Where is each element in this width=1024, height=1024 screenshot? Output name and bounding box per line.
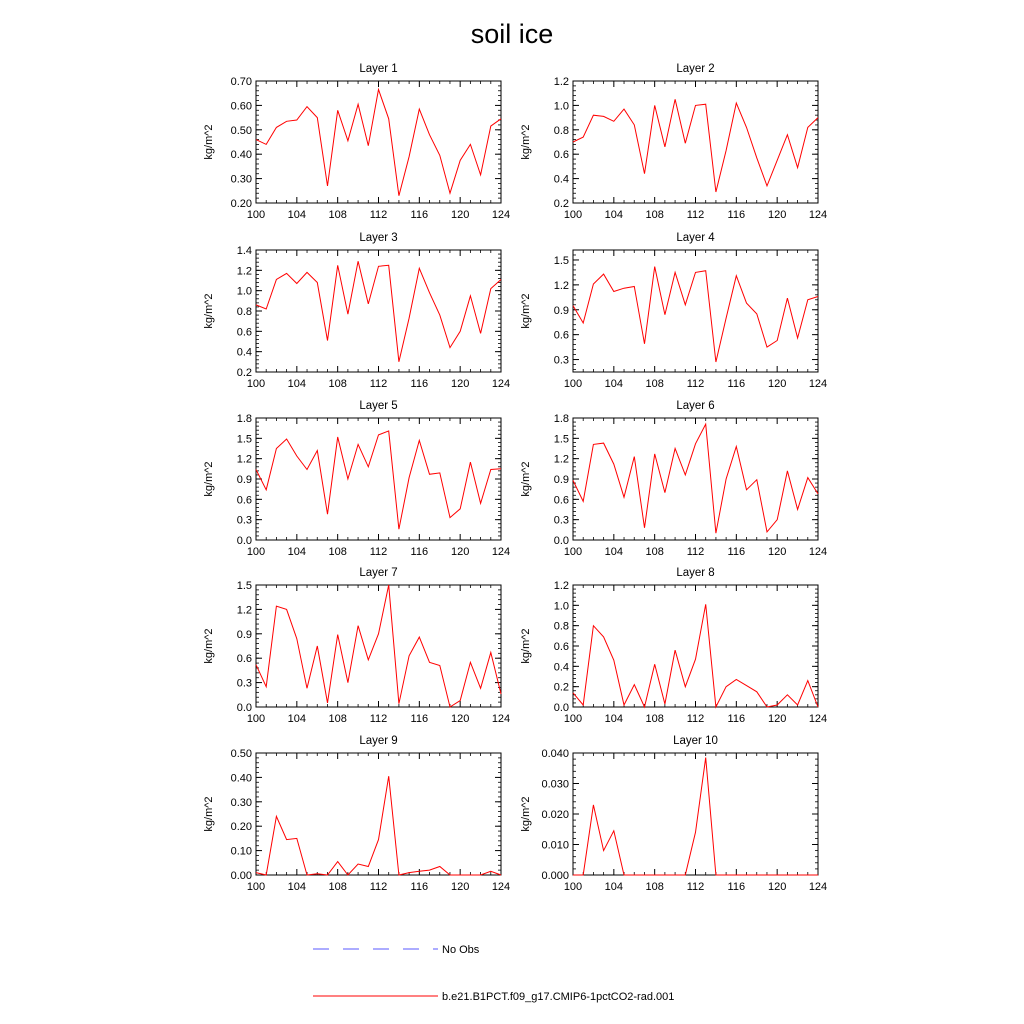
layer-10-ytick-label: 0.020 bbox=[541, 809, 569, 821]
layer-4-xtick-label: 112 bbox=[686, 378, 705, 390]
layer-3-ytick-label: 1.0 bbox=[236, 285, 252, 298]
layer-5-ytick-label: 1.8 bbox=[236, 413, 252, 425]
layer-3-ytick-label: 1.4 bbox=[236, 245, 252, 257]
layer-5-ytick-label: 0.6 bbox=[236, 494, 252, 507]
layer-3-xtick-label: 124 bbox=[491, 378, 511, 390]
layer-5-xtick-label: 104 bbox=[287, 546, 307, 558]
layer-6-xtick-label: 100 bbox=[563, 546, 583, 558]
layer-9-ytick-label: 0.20 bbox=[230, 821, 252, 834]
layer-9-ytick-label: 0.50 bbox=[230, 748, 252, 760]
layer-5-ytick-label: 1.5 bbox=[236, 433, 252, 446]
layer-7-ylabel: kg/m^2 bbox=[203, 628, 215, 664]
layer-5-xtick-label: 116 bbox=[410, 546, 429, 558]
layer-7-xtick-label: 108 bbox=[328, 713, 347, 725]
layer-3-ytick-label: 0.2 bbox=[236, 367, 252, 379]
layer-4-panel bbox=[520, 232, 827, 390]
layer-2-series-line bbox=[573, 99, 818, 192]
layer-1-frame bbox=[256, 81, 501, 203]
layer-6-ylabel: kg/m^2 bbox=[520, 461, 532, 497]
layer-2-xtick-label: 112 bbox=[686, 209, 705, 221]
layer-4-ytick-label: 0.9 bbox=[553, 304, 569, 317]
layer-10-panel bbox=[520, 735, 827, 893]
layer-2-ytick-label: 1.2 bbox=[553, 76, 569, 88]
layer-4-title: Layer 4 bbox=[676, 232, 715, 244]
layer-7-panel bbox=[203, 567, 510, 725]
layer-7-ytick-label: 1.2 bbox=[236, 604, 252, 617]
panels bbox=[203, 63, 827, 893]
layer-5-ytick-label: 0.9 bbox=[236, 474, 252, 486]
layer-8-xtick-label: 120 bbox=[767, 713, 787, 725]
layer-10-ytick-label: 0.040 bbox=[541, 748, 569, 760]
layer-8-xtick-label: 112 bbox=[686, 713, 705, 725]
layer-2-ytick-label: 0.6 bbox=[553, 149, 569, 162]
layer-7-title: Layer 7 bbox=[359, 567, 398, 579]
layer-1-ytick-label: 0.50 bbox=[230, 124, 252, 137]
layer-10-ytick-label: 0.000 bbox=[541, 870, 569, 882]
layer-10-xtick-label: 120 bbox=[767, 881, 787, 893]
layer-7-xtick-label: 104 bbox=[287, 713, 307, 725]
layer-10-xtick-label: 104 bbox=[604, 881, 624, 893]
layer-4-ylabel: kg/m^2 bbox=[520, 293, 532, 329]
layer-6-xtick-label: 124 bbox=[808, 546, 828, 558]
layer-7-frame bbox=[256, 585, 501, 707]
layer-3-xtick-label: 120 bbox=[450, 378, 470, 390]
layer-8-panel bbox=[520, 567, 827, 725]
layer-9-ytick-label: 0.30 bbox=[230, 796, 252, 809]
layer-9-panel bbox=[203, 735, 510, 893]
layer-9-xtick-label: 104 bbox=[287, 881, 307, 893]
layer-8-ytick-label: 1.0 bbox=[553, 600, 569, 613]
layer-7-ytick-label: 0.6 bbox=[236, 653, 252, 666]
layer-1-xtick-label: 104 bbox=[287, 209, 307, 221]
layer-6-xtick-label: 112 bbox=[686, 546, 705, 558]
layer-8-ytick-label: 0.2 bbox=[553, 681, 569, 694]
layer-6-frame bbox=[573, 418, 818, 540]
layer-2-title: Layer 2 bbox=[676, 63, 715, 75]
layer-5-series-line bbox=[256, 431, 501, 529]
layer-2-xtick-label: 100 bbox=[563, 209, 583, 221]
layer-10-xtick-label: 112 bbox=[686, 881, 705, 893]
layer-4-ytick-label: 1.2 bbox=[553, 279, 569, 292]
layer-10-xtick-label: 116 bbox=[727, 881, 746, 893]
main-title: soil ice bbox=[470, 19, 554, 49]
layer-9-xtick-label: 116 bbox=[410, 881, 429, 893]
layer-10-ylabel: kg/m^2 bbox=[520, 796, 532, 832]
layer-3-panel bbox=[203, 232, 510, 390]
layer-8-ytick-label: 0.8 bbox=[553, 620, 569, 633]
layer-8-ylabel: kg/m^2 bbox=[520, 628, 532, 664]
layer-1-ytick-label: 0.20 bbox=[230, 198, 252, 210]
layer-9-xtick-label: 124 bbox=[491, 881, 511, 893]
layer-6-ytick-label: 0.9 bbox=[553, 474, 569, 486]
layer-4-xtick-label: 124 bbox=[808, 378, 828, 390]
layer-8-title: Layer 8 bbox=[676, 567, 715, 579]
layer-9-series-line bbox=[256, 776, 501, 875]
layer-5-xtick-label: 120 bbox=[450, 546, 470, 558]
legend-label-model: b.e21.B1PCT.f09_g17.CMIP6-1pctCO2-rad.001 bbox=[442, 991, 675, 1003]
layer-7-xtick-label: 100 bbox=[246, 713, 266, 725]
layer-9-title: Layer 9 bbox=[359, 735, 398, 747]
layer-6-ytick-label: 0.3 bbox=[553, 514, 569, 527]
layer-1-xtick-label: 116 bbox=[410, 209, 429, 221]
layer-2-xtick-label: 108 bbox=[645, 209, 664, 221]
layer-1-xtick-label: 112 bbox=[369, 209, 388, 221]
layer-1-ytick-label: 0.60 bbox=[230, 100, 252, 113]
layer-6-ytick-label: 1.8 bbox=[553, 413, 569, 425]
legend-label-no-obs: No Obs bbox=[442, 944, 480, 956]
layer-3-ytick-label: 1.2 bbox=[236, 265, 252, 278]
layer-4-xtick-label: 116 bbox=[727, 378, 746, 390]
layer-4-xtick-label: 100 bbox=[563, 378, 583, 390]
layer-1-ylabel: kg/m^2 bbox=[203, 124, 215, 160]
layer-9-ytick-label: 0.10 bbox=[230, 845, 252, 858]
layer-8-xtick-label: 108 bbox=[645, 713, 664, 725]
layer-6-xtick-label: 108 bbox=[645, 546, 664, 558]
layer-6-ytick-label: 0.6 bbox=[553, 494, 569, 507]
layer-5-title: Layer 5 bbox=[359, 400, 398, 412]
layer-3-xtick-label: 112 bbox=[369, 378, 388, 390]
layer-5-xtick-label: 112 bbox=[369, 546, 388, 558]
layer-5-xtick-label: 124 bbox=[491, 546, 511, 558]
layer-5-panel bbox=[203, 400, 510, 558]
layer-10-frame bbox=[573, 753, 818, 875]
layer-10-xtick-label: 108 bbox=[645, 881, 664, 893]
layer-3-ytick-label: 0.8 bbox=[236, 306, 252, 318]
layer-8-ytick-label: 0.4 bbox=[553, 661, 569, 674]
layer-3-ytick-label: 0.4 bbox=[236, 346, 252, 359]
layer-2-ytick-label: 0.4 bbox=[553, 173, 569, 186]
layer-1-xtick-label: 120 bbox=[450, 209, 470, 221]
layer-2-xtick-label: 104 bbox=[604, 209, 624, 221]
layer-6-panel bbox=[520, 400, 827, 558]
layer-2-xtick-label: 120 bbox=[767, 209, 787, 221]
layer-7-series-line bbox=[256, 585, 501, 707]
layer-7-xtick-label: 112 bbox=[369, 713, 388, 725]
layer-9-xtick-label: 112 bbox=[369, 881, 388, 893]
layer-1-series-line bbox=[256, 90, 501, 196]
layer-9-xtick-label: 108 bbox=[328, 881, 347, 893]
layer-4-xtick-label: 104 bbox=[604, 378, 624, 390]
layer-5-ytick-label: 1.2 bbox=[236, 453, 252, 466]
layer-4-ytick-label: 0.6 bbox=[553, 329, 569, 342]
layer-6-ytick-label: 1.2 bbox=[553, 453, 569, 466]
layer-2-frame bbox=[573, 81, 818, 203]
layer-8-ytick-label: 0.6 bbox=[553, 641, 569, 653]
layer-9-ytick-label: 0.40 bbox=[230, 772, 252, 785]
layer-6-ytick-label: 0.0 bbox=[553, 535, 569, 547]
layer-3-xtick-label: 116 bbox=[410, 378, 429, 390]
layer-10-ytick-label: 0.010 bbox=[541, 839, 569, 852]
layer-7-ytick-label: 0.3 bbox=[236, 677, 252, 690]
layer-5-ytick-label: 0.3 bbox=[236, 514, 252, 527]
layer-2-ytick-label: 0.2 bbox=[553, 198, 569, 210]
layer-4-frame bbox=[573, 250, 818, 372]
layer-1-xtick-label: 100 bbox=[246, 209, 266, 221]
layer-10-ytick-label: 0.030 bbox=[541, 778, 569, 791]
layer-10-title: Layer 10 bbox=[673, 735, 718, 747]
layer-5-ytick-label: 0.0 bbox=[236, 535, 252, 547]
layer-4-ytick-label: 0.3 bbox=[553, 354, 569, 367]
legend bbox=[313, 944, 674, 1003]
layer-6-xtick-label: 104 bbox=[604, 546, 624, 558]
layer-8-xtick-label: 100 bbox=[563, 713, 583, 725]
layer-10-series-line bbox=[573, 758, 818, 875]
layer-4-series-line bbox=[573, 267, 818, 362]
layer-9-ytick-label: 0.00 bbox=[230, 870, 252, 882]
layer-6-xtick-label: 116 bbox=[727, 546, 746, 558]
layer-9-xtick-label: 120 bbox=[450, 881, 470, 893]
layer-4-xtick-label: 120 bbox=[767, 378, 787, 390]
layer-7-xtick-label: 124 bbox=[491, 713, 511, 725]
layer-2-ytick-label: 0.8 bbox=[553, 124, 569, 137]
layer-7-ytick-label: 1.5 bbox=[236, 580, 252, 592]
layer-4-xtick-label: 108 bbox=[645, 378, 664, 390]
layer-7-ytick-label: 0.9 bbox=[236, 628, 252, 641]
layer-3-ylabel: kg/m^2 bbox=[203, 293, 215, 329]
layer-1-ytick-label: 0.40 bbox=[230, 149, 252, 162]
layer-8-xtick-label: 124 bbox=[808, 713, 828, 725]
layer-8-xtick-label: 116 bbox=[727, 713, 746, 725]
layer-7-ytick-label: 0.0 bbox=[236, 702, 252, 714]
layer-2-xtick-label: 116 bbox=[727, 209, 746, 221]
layer-2-ytick-label: 1.0 bbox=[553, 100, 569, 113]
layer-3-xtick-label: 100 bbox=[246, 378, 266, 390]
layer-1-title: Layer 1 bbox=[359, 63, 398, 75]
layer-2-xtick-label: 124 bbox=[808, 209, 828, 221]
layer-8-frame bbox=[573, 585, 818, 707]
layer-3-ytick-label: 0.6 bbox=[236, 326, 252, 339]
layer-8-ytick-label: 1.2 bbox=[553, 580, 569, 592]
layer-10-xtick-label: 124 bbox=[808, 881, 828, 893]
layer-9-xtick-label: 100 bbox=[246, 881, 266, 893]
layer-8-ytick-label: 0.0 bbox=[553, 702, 569, 714]
layer-7-xtick-label: 116 bbox=[410, 713, 429, 725]
layer-2-panel bbox=[520, 63, 827, 221]
layer-10-xtick-label: 100 bbox=[563, 881, 583, 893]
layer-5-xtick-label: 100 bbox=[246, 546, 266, 558]
layer-1-xtick-label: 108 bbox=[328, 209, 347, 221]
layer-6-xtick-label: 120 bbox=[767, 546, 787, 558]
layer-1-panel bbox=[203, 63, 510, 221]
layer-8-series-line bbox=[573, 604, 818, 707]
layer-8-xtick-label: 104 bbox=[604, 713, 624, 725]
layer-6-ytick-label: 1.5 bbox=[553, 433, 569, 446]
layer-3-xtick-label: 104 bbox=[287, 378, 307, 390]
layer-3-title: Layer 3 bbox=[359, 232, 398, 244]
layer-1-ytick-label: 0.70 bbox=[230, 76, 252, 88]
layer-1-ytick-label: 0.30 bbox=[230, 173, 252, 186]
layer-3-xtick-label: 108 bbox=[328, 378, 347, 390]
layer-6-title: Layer 6 bbox=[676, 400, 715, 412]
layer-2-ylabel: kg/m^2 bbox=[520, 124, 532, 160]
layer-5-ylabel: kg/m^2 bbox=[203, 461, 215, 497]
layer-6-series-line bbox=[573, 424, 818, 533]
layer-3-series-line bbox=[256, 261, 501, 362]
layer-4-ytick-label: 1.5 bbox=[553, 254, 569, 267]
layer-3-frame bbox=[256, 250, 501, 372]
layer-5-xtick-label: 108 bbox=[328, 546, 347, 558]
layer-9-frame bbox=[256, 753, 501, 875]
layer-1-xtick-label: 124 bbox=[491, 209, 511, 221]
layer-9-ylabel: kg/m^2 bbox=[203, 796, 215, 832]
layer-7-xtick-label: 120 bbox=[450, 713, 470, 725]
